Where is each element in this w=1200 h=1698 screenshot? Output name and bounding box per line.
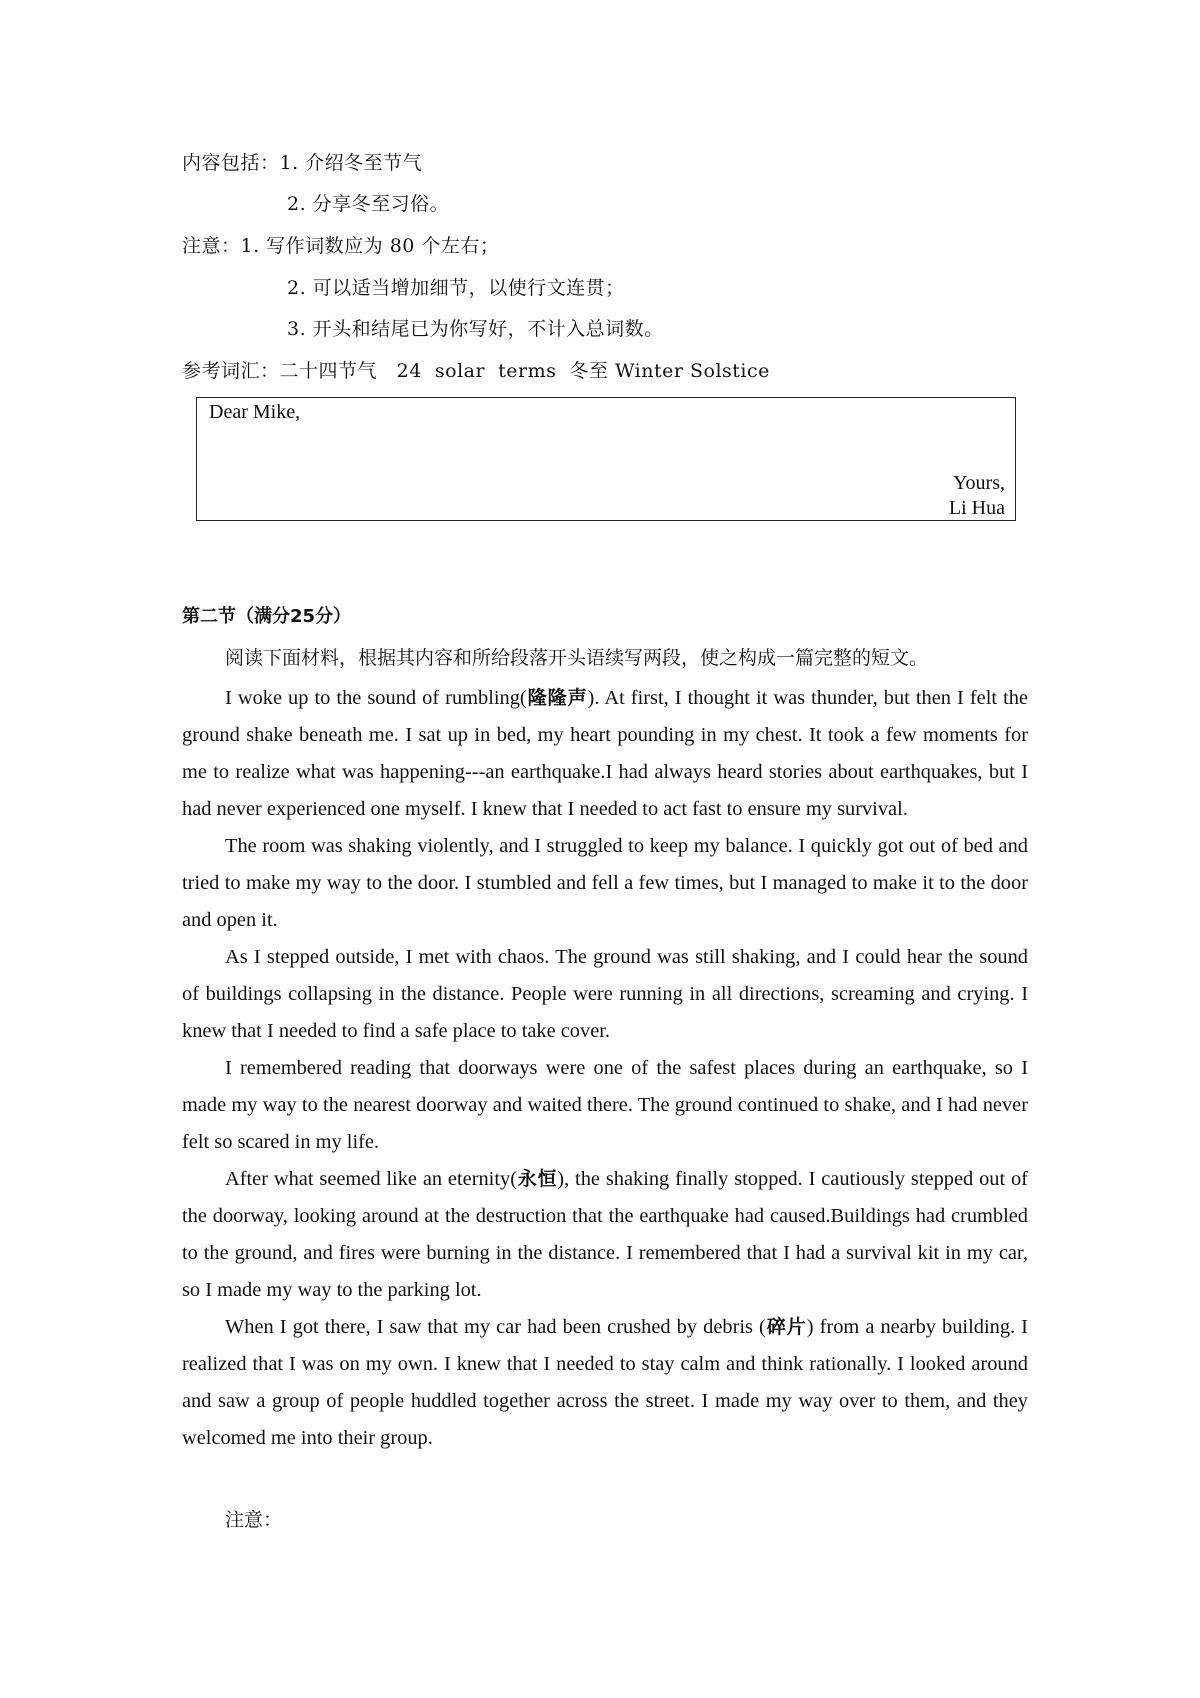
note-requirement-2: 2. 可以适当增加细节，以使行文连贯； [287, 277, 625, 299]
gloss-debris: 碎片 [765, 1316, 807, 1338]
content-requirement-1: 内容包括：1. 介绍冬至节气 [182, 152, 423, 174]
letter-closing: Yours, [953, 472, 1005, 494]
note-requirement-3: 3. 开头和结尾已为你写好，不计入总词数。 [287, 318, 664, 340]
letter-greeting: Dear Mike, [209, 401, 301, 423]
section-title: 第二节（满分25分） [182, 606, 352, 627]
story-paragraph-5: After what seemed like an eternity(永恒), the shaking finally stopped. I cautiously stepped out of the doorway, looking around at the destruction that the earthquake had caused.Buildings had crumbled to the ground, and fires were burning in the distance. I remembered that I had a survival kit in my car, so I made my way to the parking lot. [182, 1168, 1028, 1301]
note-label: 注意： [225, 1509, 283, 1531]
content-requirement-2: 2. 分享冬至习俗。 [287, 193, 450, 215]
section-instruction: 阅读下面材料，根据其内容和所给段落开头语续写两段，使之构成一篇完整的短文。 [225, 647, 929, 669]
story-paragraph-3: As I stepped outside, I met with chaos. The ground was still shaking, and I could hear the sound of buildings collapsing in the distance. People were running in all directions, screaming and crying. I knew that I needed to find a safe place to take cover. [182, 946, 1028, 1042]
story-passage [182, 680, 1028, 1457]
story-paragraph-1: I woke up to the sound of rumbling(隆隆声). At first, I thought it was thunder, but then I felt the ground shake beneath me. I sat up in bed, my heart pounding in my chest. It took a few moments for me to realize what was happening---an earthquake.I had always heard stories about earthquakes, but I had never experienced one myself. I knew that I needed to act fast to ensure my survival. [182, 687, 1028, 820]
letter-closing-block [949, 471, 1005, 521]
letter-signature: Li Hua [948, 497, 1005, 519]
reference-vocabulary: 参考词汇：二十四节气 24 solar terms 冬至 Winter Solstice [182, 360, 770, 382]
story-paragraph-6: When I got there, I saw that my car had been crushed by debris (碎片) from a nearby building. I realized that I was on my own. I knew that I needed to stay calm and think rationally. I looked around and saw a group of people huddled together across the street. I made my way over to them, and they welcomed me into their group. [182, 1316, 1028, 1449]
story-paragraph-4: I remembered reading that doorways were one of the safest places during an earthquake, so I made my way to the nearest doorway and waited there. The ground continued to shake, and I had never felt so scared in my life. [182, 1057, 1028, 1153]
gloss-eternity: 永恒 [517, 1168, 558, 1190]
story-paragraph-2: The room was shaking violently, and I struggled to keep my balance. I quickly got out of bed and tried to make my way to the door. I stumbled and fell a few times, but I managed to make it to the door and open it. [182, 835, 1028, 931]
note-requirement-1: 注意：1. 写作词数应为 80 个左右； [182, 235, 500, 257]
gloss-rumbling: 隆隆声 [526, 687, 588, 709]
letter-answer-box [196, 397, 1016, 521]
